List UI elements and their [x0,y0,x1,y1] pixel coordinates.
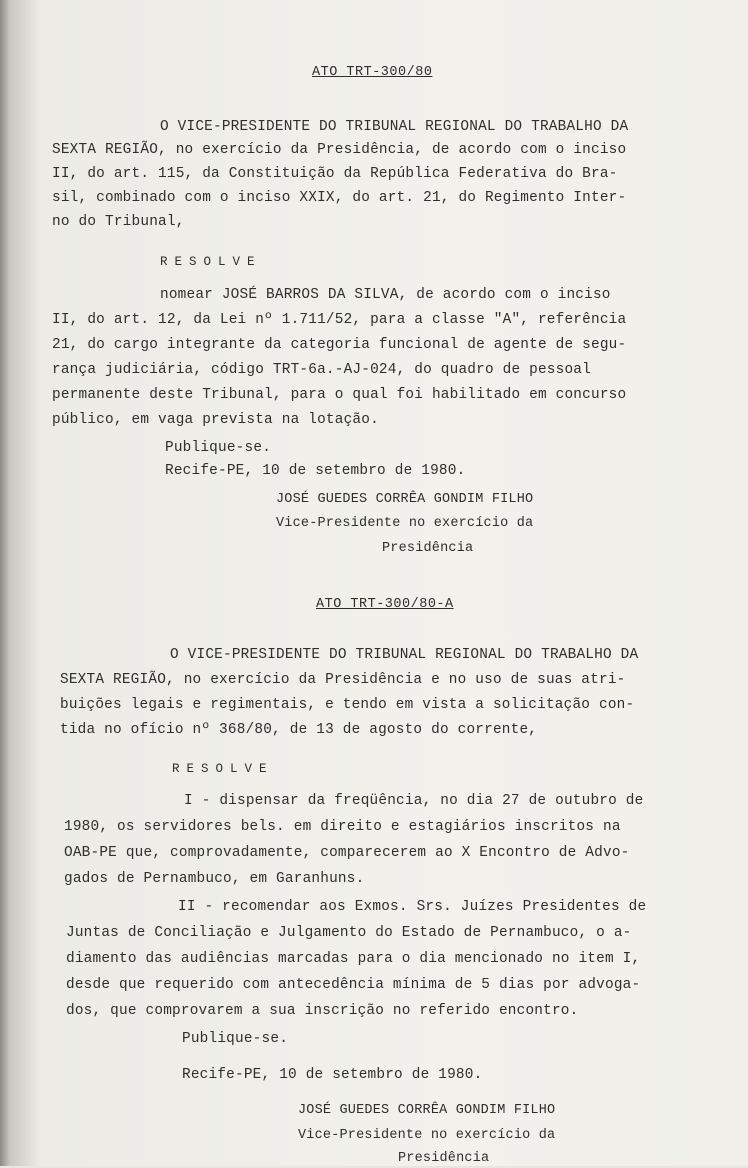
act1-signer-role: Presidência [382,541,474,556]
act2-resolve-heading: RESOLVE [172,762,274,776]
act1-signer-role: Vice-Presidente no exercício da [276,516,534,531]
act2-item1-line: gados de Pernambuco, em Garanhuns. [64,871,365,887]
act1-body-line: 21, do cargo integrante da categoria funcional de agente de segu- [52,337,627,353]
act1-body-line: nomear JOSÉ BARROS DA SILVA, de acordo com o inciso [160,287,611,303]
act1-publish: Publique-se. [165,440,272,456]
act2-preamble-line: O VICE-PRESIDENTE DO TRIBUNAL REGIONAL DO TRABALHO DA [170,647,639,663]
act1-preamble-line: sil, combinado com o inciso XXIX, do art. 21, do Regimento Inter- [52,190,627,206]
act2-item2-line: II - recomendar aos Exmos. Srs. Juízes Presidentes de [178,899,647,915]
act2-place-date: Recife-PE, 10 de setembro de 1980. [182,1067,483,1083]
act1-body-line: público, em vaga prevista na lotação. [52,412,379,428]
act2-signer-role: Presidência [398,1151,490,1166]
act1-body-line: permanente deste Tribunal, para o qual foi habilitado em concurso [52,387,627,403]
act2-item2-line: desde que requerido com antecedência mínima de 5 dias por advoga- [66,977,641,993]
act2-item2-line: Juntas de Conciliação e Julgamento do Estado de Pernambuco, o a- [66,925,632,941]
act2-signer-name: JOSÉ GUEDES CORRÊA GONDIM FILHO [298,1103,556,1118]
act1-body-line: rança judiciária, código TRT-6a.-AJ-024, do quadro de pessoal [52,362,591,378]
act1-place-date: Recife-PE, 10 de setembro de 1980. [165,463,466,479]
act1-body-line: II, do art. 12, da Lei nº 1.711/52, para a classe "A", referência [52,312,627,328]
act2-preamble-line: tida no ofício nº 368/80, de 13 de agosto do corrente, [60,722,538,738]
act2-item1-line: 1980, os servidores bels. em direito e estagiários inscritos na [64,819,621,835]
act1-title: ATO TRT-300/80 [312,65,433,80]
act1-preamble-line: II, do art. 115, da Constituição da República Federativa do Bra- [52,166,618,182]
act2-preamble-line: buições legais e regimentais, e tendo em vista a solicitação con- [60,697,635,713]
act2-preamble-line: SEXTA REGIÃO, no exercício da Presidência e no uso de suas atri- [60,672,626,688]
act2-publish: Publique-se. [182,1031,289,1047]
act2-item1-line: I - dispensar da freqüência, no dia 27 de outubro de [184,793,644,809]
act1-preamble-line: O VICE-PRESIDENTE DO TRIBUNAL REGIONAL DO TRABALHO DA [160,119,629,135]
act1-signer-name: JOSÉ GUEDES CORRÊA GONDIM FILHO [276,492,534,507]
act1-preamble-line: no do Tribunal, [52,214,185,230]
act2-title: ATO TRT-300/80-A [316,597,454,612]
act2-item2-line: dos, que comprovarem a sua inscrição no referido encontro. [66,1003,579,1019]
act1-preamble-line: SEXTA REGIÃO, no exercício da Presidência, de acordo com o inciso [52,142,627,158]
act1-resolve-heading: RESOLVE [160,255,262,269]
act2-item2-line: diamento das audiências marcadas para o dia mencionado no item I, [66,951,641,967]
act2-signer-role: Vice-Presidente no exercício da [298,1128,556,1143]
act2-item1-line: OAB-PE que, comprovadamente, comparecerem ao X Encontro de Advo- [64,845,630,861]
